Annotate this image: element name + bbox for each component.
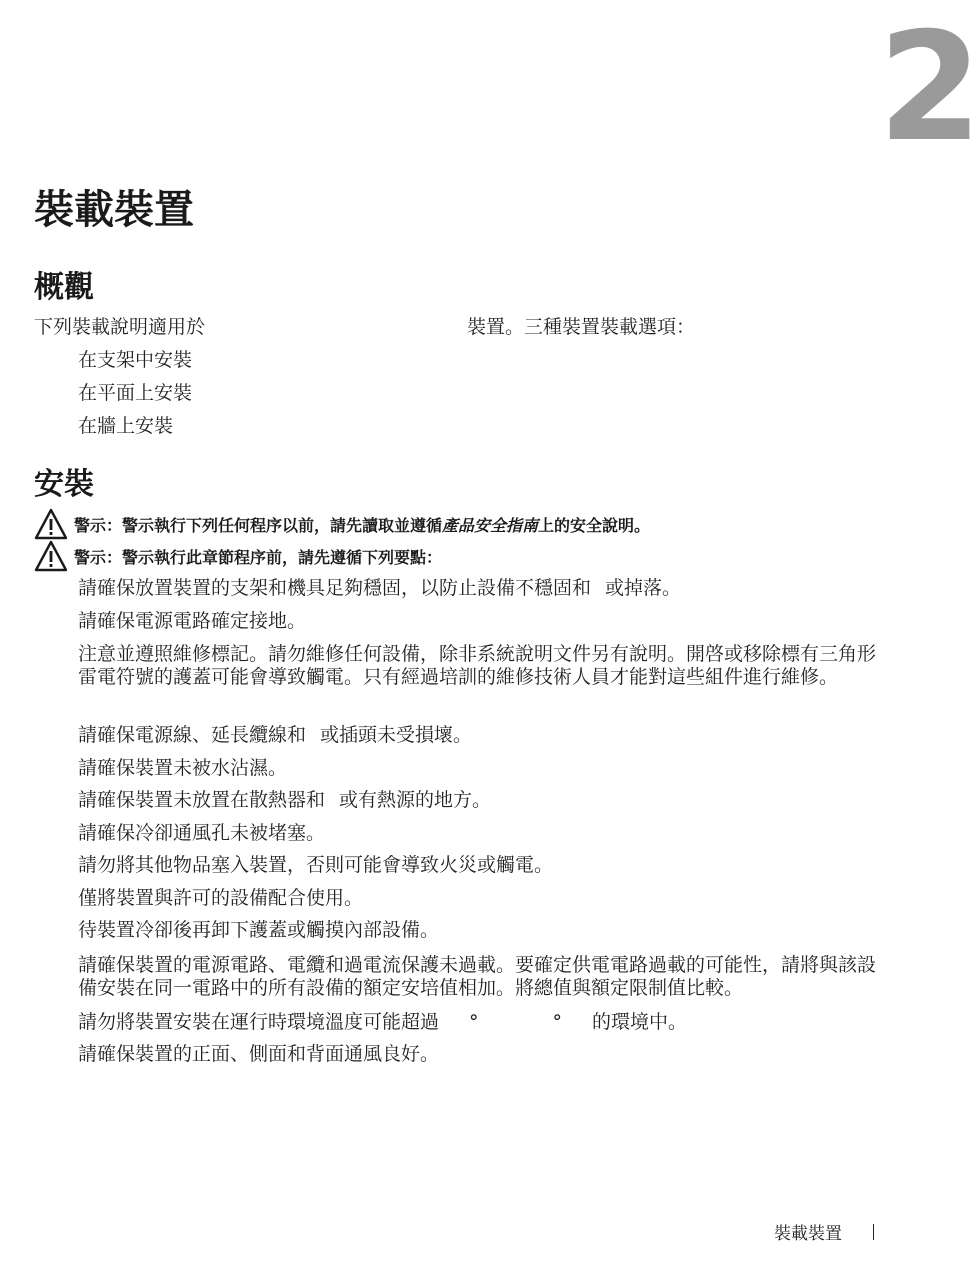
list-item-text: 或插頭未受損壞。 (320, 724, 473, 746)
warning-label: 警示： (74, 547, 123, 567)
list-item: 注意並遵照維修標記。請勿維修任何設備，除非系統說明文件另有說明。開啓或移除標有三角形雷電符號的護蓋可能會導致觸電。只有經過培訓的維修技術人員才能對這些組件進行維修。 (78, 643, 877, 688)
list-item: 請確保冷卻通風孔未被堵塞。 (78, 822, 326, 844)
footer-divider (873, 1224, 874, 1240)
list-item: 請確保裝置的正面、側面和背面通風良好。 (78, 1043, 440, 1065)
overview-heading: 概觀 (34, 270, 94, 305)
list-item (78, 577, 878, 600)
list-item-text: 請確保放置裝置的支架和機具足夠穩固，以防止設備不穩固和 (78, 577, 592, 599)
warning-icon (34, 508, 68, 540)
chapter-number: 2 (878, 1, 978, 175)
footer-label: 裝載裝置 (774, 1224, 842, 1244)
degree-symbol: ° (552, 1011, 563, 1033)
intro-text-1: 下列裝載說明適用於 (34, 316, 206, 338)
list-item (78, 724, 878, 747)
warning-2 (34, 539, 442, 573)
option-item: 在牆上安裝 (78, 415, 174, 437)
list-item: 請確保裝置的電源電路、電纜和過電流保護未過載。要確定供電電路過載的可能性，請將與該設備安裝在同一電路中的所有設備的額定安培值相加。將總值與額定限制值比較。 (78, 954, 877, 999)
warning-icon (34, 540, 68, 572)
guide-title: 產品安全指南 (442, 515, 539, 535)
warning-1 (34, 507, 650, 541)
list-item: 待裝置冷卻後再卸下護蓋或觸摸內部設備。 (78, 919, 440, 941)
list-item-text: 的環境中。 (592, 1011, 688, 1033)
overview-intro (34, 313, 854, 341)
list-item: 請確保電源電路確定接地。 (78, 610, 307, 632)
list-item-text: 請勿將裝置安裝在運行時環境溫度可能超過 (78, 1011, 440, 1033)
warning-text: 警示執行下列任何程序以前，請先讀取並遵循 (122, 515, 443, 535)
option-item: 在平面上安裝 (78, 382, 193, 404)
install-heading: 安裝 (34, 467, 94, 502)
warning-text: 警示執行此章節程序前，請先遵循下列要點： (122, 547, 443, 567)
list-item-text: 請確保裝置未放置在散熱器和 (78, 789, 326, 811)
degree-symbol: ° (469, 1011, 479, 1033)
list-item: 請確保裝置未被水沾濕。 (78, 757, 288, 779)
list-item-text: 或掉落。 (605, 577, 682, 599)
warning-text-end: 上的安全說明。 (538, 515, 651, 535)
list-item: 僅將裝置與許可的設備配合使用。 (78, 887, 364, 909)
option-item: 在支架中安裝 (78, 349, 193, 371)
warning-label: 警示： (74, 515, 123, 535)
list-item (78, 1011, 878, 1034)
list-item-text: 請確保電源線、延長纜線和 (78, 724, 307, 746)
list-item-text: 或有熱源的地方。 (339, 789, 492, 811)
page-title: 裝載裝置 (34, 187, 194, 233)
list-item: 請勿將其他物品塞入裝置，否則可能會導致火災或觸電。 (78, 854, 554, 876)
list-item (78, 789, 878, 812)
intro-text-2: 裝置。三種裝置裝載選項： (467, 316, 696, 338)
